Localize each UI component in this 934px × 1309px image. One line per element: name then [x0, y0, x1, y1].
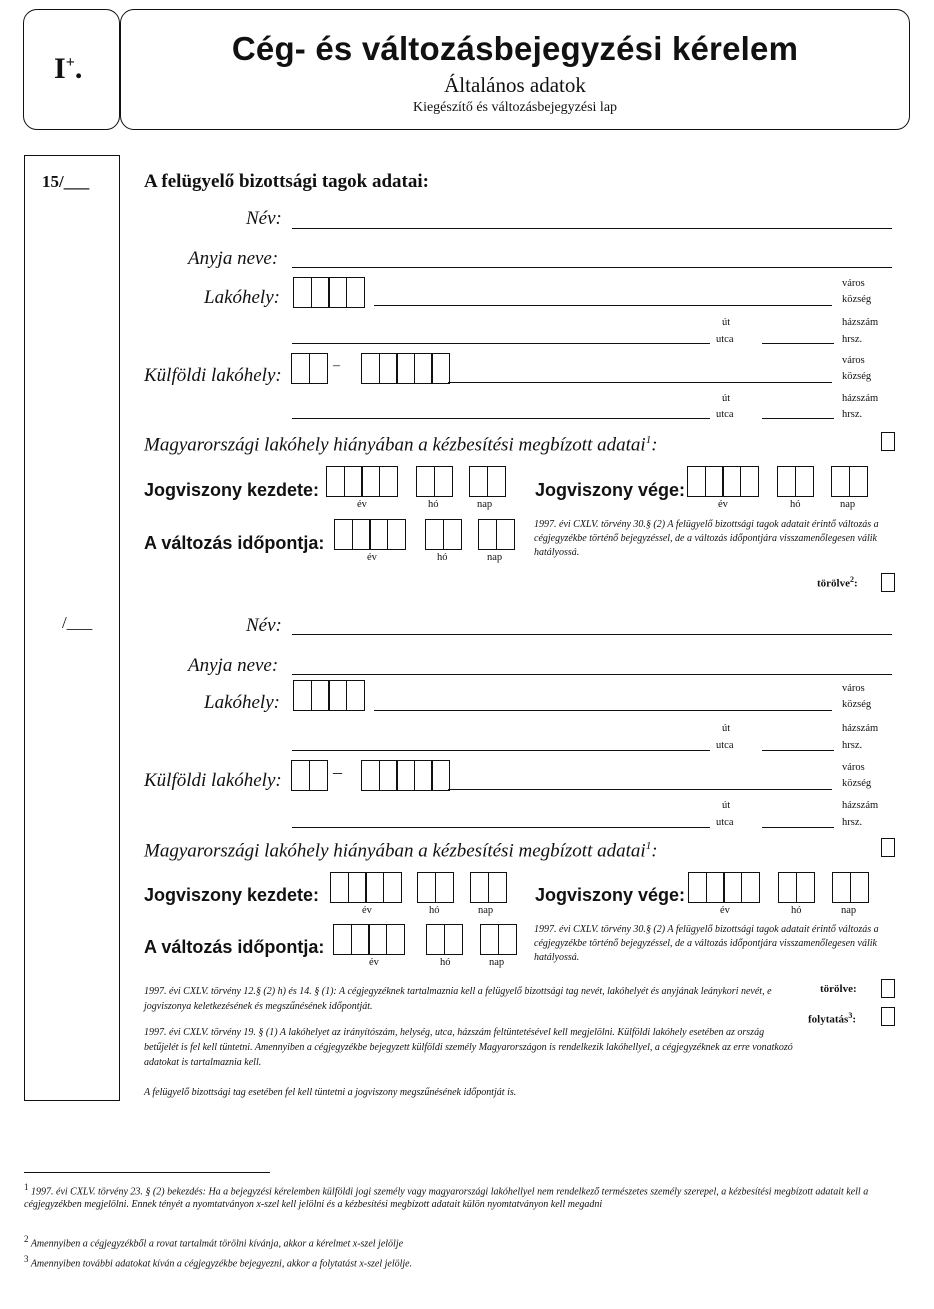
continuation-label-colon: : [852, 1013, 856, 1026]
change-day-caption: nap [487, 552, 503, 563]
change-month-cells[interactable] [425, 519, 462, 550]
plot-number-label: hrsz. [842, 334, 863, 345]
change-day-caption-2: nap [489, 957, 505, 968]
footnote-ref-1: 1 [645, 434, 652, 446]
zip-code-cells[interactable] [293, 277, 365, 308]
fb-note: A felügyelő bizottsági tag esetében fel kell tüntetni a jogviszony megszűnésének időpontját is. [144, 1087, 517, 1098]
delivery-agent-checkbox[interactable] [881, 432, 895, 451]
village-label: község [842, 294, 872, 305]
deleted-label-1 [817, 575, 858, 590]
continuation-checkbox[interactable] [881, 1007, 895, 1026]
deleted-label-1-text: törölve [817, 577, 850, 590]
start-month-cells[interactable] [416, 466, 453, 497]
mother-name-field-2[interactable] [292, 674, 892, 675]
footnote-1-number: 1 [24, 1182, 29, 1192]
change-year-cells[interactable] [334, 519, 406, 550]
start-month-cells-2[interactable] [417, 872, 454, 903]
end-year-caption-2: év [720, 905, 730, 916]
delivery-agent-colon: : [651, 434, 658, 456]
start-year-cells-2[interactable] [330, 872, 402, 903]
change-date-label-2: A változás időpontja: [144, 937, 325, 957]
form-title: Cég- és változásbejegyzési kérelem [231, 30, 799, 67]
footnote-3 [24, 1252, 894, 1271]
house-number-field[interactable] [762, 343, 834, 344]
delivery-agent-checkbox-2[interactable] [881, 838, 895, 857]
mother-name-label: Anyja neve: [188, 248, 279, 269]
section-number-2: /___ [62, 613, 93, 632]
footnote-2-text: Amennyiben a cégjegyzékből a rovat tartalmát törölni kívánja, akkor a kérelmet x-szel jelölje [30, 1238, 404, 1250]
street-label-4: utca [716, 817, 734, 828]
deleted-label-2: törölve: [820, 983, 857, 995]
city-field-2[interactable] [374, 710, 832, 711]
change-month-cells-2[interactable] [426, 924, 463, 955]
change-year-caption-2: év [369, 957, 379, 968]
section-heading: A felügyelő bizottsági tagok adatai: [144, 171, 429, 192]
dash-2: – [333, 762, 342, 782]
law-12-note: 1997. évi CXLV. törvény 12.§ (2) h) és 14. § (1): A cégjegyzéknek tartalmaznia kell a felügyelő bizottsági tag nevét, lakóhelyét és anyjának leánykori nevét, e jogviszonya keletkezésének és megszűnésének időpontját. [144, 986, 772, 1012]
start-date-label-2: Jogviszony kezdete: [144, 885, 320, 905]
footnote-2 [24, 1232, 894, 1251]
change-day-cells-2[interactable] [480, 924, 517, 955]
foreign-street-field-2[interactable] [292, 827, 710, 828]
road-label-2: út [722, 393, 731, 404]
end-year-cells[interactable] [687, 466, 759, 497]
street-label-3: utca [716, 740, 734, 751]
name-field-2[interactable] [292, 634, 892, 635]
form-code-sup: + [65, 54, 75, 71]
dash-1: – [333, 358, 340, 373]
city-label-4: város [842, 762, 865, 773]
footnote-separator [24, 1172, 270, 1173]
street-label-2: utca [716, 409, 734, 420]
foreign-city-field[interactable] [448, 382, 832, 383]
start-month-caption-2: hó [429, 905, 440, 916]
continuation-label [808, 1011, 856, 1026]
section-number: 15/___ [42, 172, 90, 191]
house-number-label: házszám [842, 317, 879, 328]
change-month-caption: hó [437, 552, 448, 563]
deleted-label-1-colon: : [853, 577, 858, 590]
footnote-1 [24, 1181, 894, 1211]
end-date-label: Jogviszony vége: [535, 480, 686, 500]
foreign-residence-label-2: Külföldi lakóhely: [144, 770, 282, 791]
foreign-residence-label: Külföldi lakóhely: [144, 365, 282, 386]
house-number-label-3: házszám [842, 723, 879, 734]
city-field[interactable] [374, 305, 832, 306]
mother-name-label-2: Anyja neve: [188, 655, 279, 676]
road-label: út [722, 317, 731, 328]
village-label-4: község [842, 778, 872, 789]
plot-number-label-2: hrsz. [842, 409, 863, 420]
name-label-2: Név: [246, 615, 282, 636]
start-day-caption-2: nap [478, 905, 494, 916]
foreign-zip-cells-2[interactable] [361, 760, 450, 791]
form-subsubtitle: Kiegészítő és változásbejegyzési lap [412, 100, 618, 115]
end-month-cells-2[interactable] [778, 872, 815, 903]
city-label-3: város [842, 683, 865, 694]
delivery-agent-colon-2: : [651, 840, 658, 862]
street-field-2[interactable] [292, 750, 710, 751]
city-label: város [842, 278, 865, 289]
start-month-caption: hó [428, 499, 439, 510]
footnote-ref-3: 3 [848, 1011, 853, 1020]
change-date-label: A változás időpontja: [144, 533, 325, 553]
foreign-city-field-2[interactable] [448, 789, 832, 790]
footnote-3-number: 3 [24, 1254, 29, 1264]
city-label-2: város [842, 355, 865, 366]
start-year-caption: év [357, 499, 367, 510]
end-day-cells[interactable] [831, 466, 868, 497]
name-field[interactable] [292, 228, 892, 229]
zip-code-cells-2[interactable] [293, 680, 365, 711]
change-year-caption: év [367, 552, 377, 563]
plot-number-label-3: hrsz. [842, 740, 863, 751]
law-19-note: 1997. évi CXLV. törvény 19. § (1) A lakóhelyet az irányítószám, helység, utca, házszám feltüntetésével kell megjelölni. Külföldi lakóhely esetében az ország betűjelét is fel kell tüntetni. Amennyiben a cégjegyzékbe bejegyzett külföldi személy Magyarországon is rendelkezik lakóhellyel, a cégjegyzéknek az erre vonatkozó adatokat is tartalmaznia kell. [144, 1027, 793, 1068]
mother-name-field[interactable] [292, 267, 892, 268]
delivery-agent-label-2 [144, 840, 658, 862]
end-date-label-2: Jogviszony vége: [535, 885, 686, 905]
change-year-cells-2[interactable] [333, 924, 405, 955]
house-number-label-4: házszám [842, 800, 879, 811]
end-year-caption: év [718, 499, 728, 510]
road-label-3: út [722, 723, 731, 734]
residence-label: Lakóhely: [204, 287, 280, 308]
footnote-2-number: 2 [24, 1234, 29, 1244]
change-day-cells[interactable] [478, 519, 515, 550]
delivery-agent-label [144, 434, 658, 456]
start-date-label: Jogviszony kezdete: [144, 480, 320, 500]
delivery-agent-text: Magyarországi lakóhely hiányában a kézbesítési megbízott adatai [144, 434, 646, 456]
start-day-cells[interactable] [469, 466, 506, 497]
law-30-note: 1997. évi CXLV. törvény 30.§ (2) A felügyelő bizottsági tagok adatait érintő változás a cégjegyzékbe történő bejegyzéssel, de a változás időpontjára visszamenőlegesen válik hatályossá. [534, 519, 879, 558]
end-day-caption: nap [840, 499, 856, 510]
foreign-street-field[interactable] [292, 418, 710, 419]
country-code-cells-2[interactable] [291, 760, 328, 791]
end-month-caption-2: hó [791, 905, 802, 916]
footnote-ref-1b: 1 [645, 840, 652, 852]
start-day-caption: nap [477, 499, 493, 510]
form-subtitle: Általános adatok [444, 73, 586, 97]
residence-label-2: Lakóhely: [204, 692, 280, 713]
continuation-label-text: folytatás [808, 1013, 849, 1026]
house-number-label-2: házszám [842, 393, 879, 404]
foreign-house-number-field-2[interactable] [762, 827, 834, 828]
deleted-checkbox-1[interactable] [881, 573, 895, 592]
street-label: utca [716, 334, 734, 345]
form-code-dot: . [74, 52, 83, 85]
footnote-1-text: 1997. évi CXLV. törvény 23. § (2) bekezdés: Ha a bejegyzési kérelemben külföldi jogi személy vagy magyarországi lakóhellyel nem rendelkező természetes személy szerepel, a kézbesítési megbízott adatait kell a cégjegyzékben megjelölni. Ennek tényét a nyomtatványon x-szel kell jelölni és a kézbesítési megbízott adatait külön nyomtatványon kell megadni [24, 1186, 869, 1211]
deleted-checkbox-2[interactable] [881, 979, 895, 998]
plot-number-label-4: hrsz. [842, 817, 863, 828]
form-code [54, 52, 82, 86]
start-day-cells-2[interactable] [470, 872, 507, 903]
end-day-caption-2: nap [841, 905, 857, 916]
start-year-cells[interactable] [326, 466, 398, 497]
village-label-2: község [842, 371, 872, 382]
country-code-cells[interactable] [291, 353, 328, 384]
end-year-cells-2[interactable] [688, 872, 760, 903]
delivery-agent-text-2: Magyarországi lakóhely hiányában a kézbesítési megbízott adatai [144, 840, 646, 862]
end-month-caption: hó [790, 499, 801, 510]
end-day-cells-2[interactable] [832, 872, 869, 903]
foreign-zip-cells[interactable] [361, 353, 450, 384]
law-30-note-2: 1997. évi CXLV. törvény 30.§ (2) A felügyelő bizottsági tagok adatait érintő változás a cégjegyzékbe történő bejegyzéssel, de a változás időpontjára visszamenőlegesen válik hatályossá. [534, 924, 879, 963]
street-field[interactable] [292, 343, 710, 344]
footnote-ref-2: 2 [849, 575, 854, 584]
house-number-field-2[interactable] [762, 750, 834, 751]
road-label-4: út [722, 800, 731, 811]
village-label-3: község [842, 699, 872, 710]
foreign-house-number-field[interactable] [762, 418, 834, 419]
change-month-caption-2: hó [440, 957, 451, 968]
form-code-letter: I [54, 52, 66, 85]
end-month-cells[interactable] [777, 466, 814, 497]
name-label: Név: [246, 208, 282, 229]
footnote-3-text: Amennyiben további adatokat kíván a cégjegyzékbe bejegyezni, akkor a folytatást x-szel jelölje. [30, 1258, 413, 1270]
start-year-caption-2: év [362, 905, 372, 916]
